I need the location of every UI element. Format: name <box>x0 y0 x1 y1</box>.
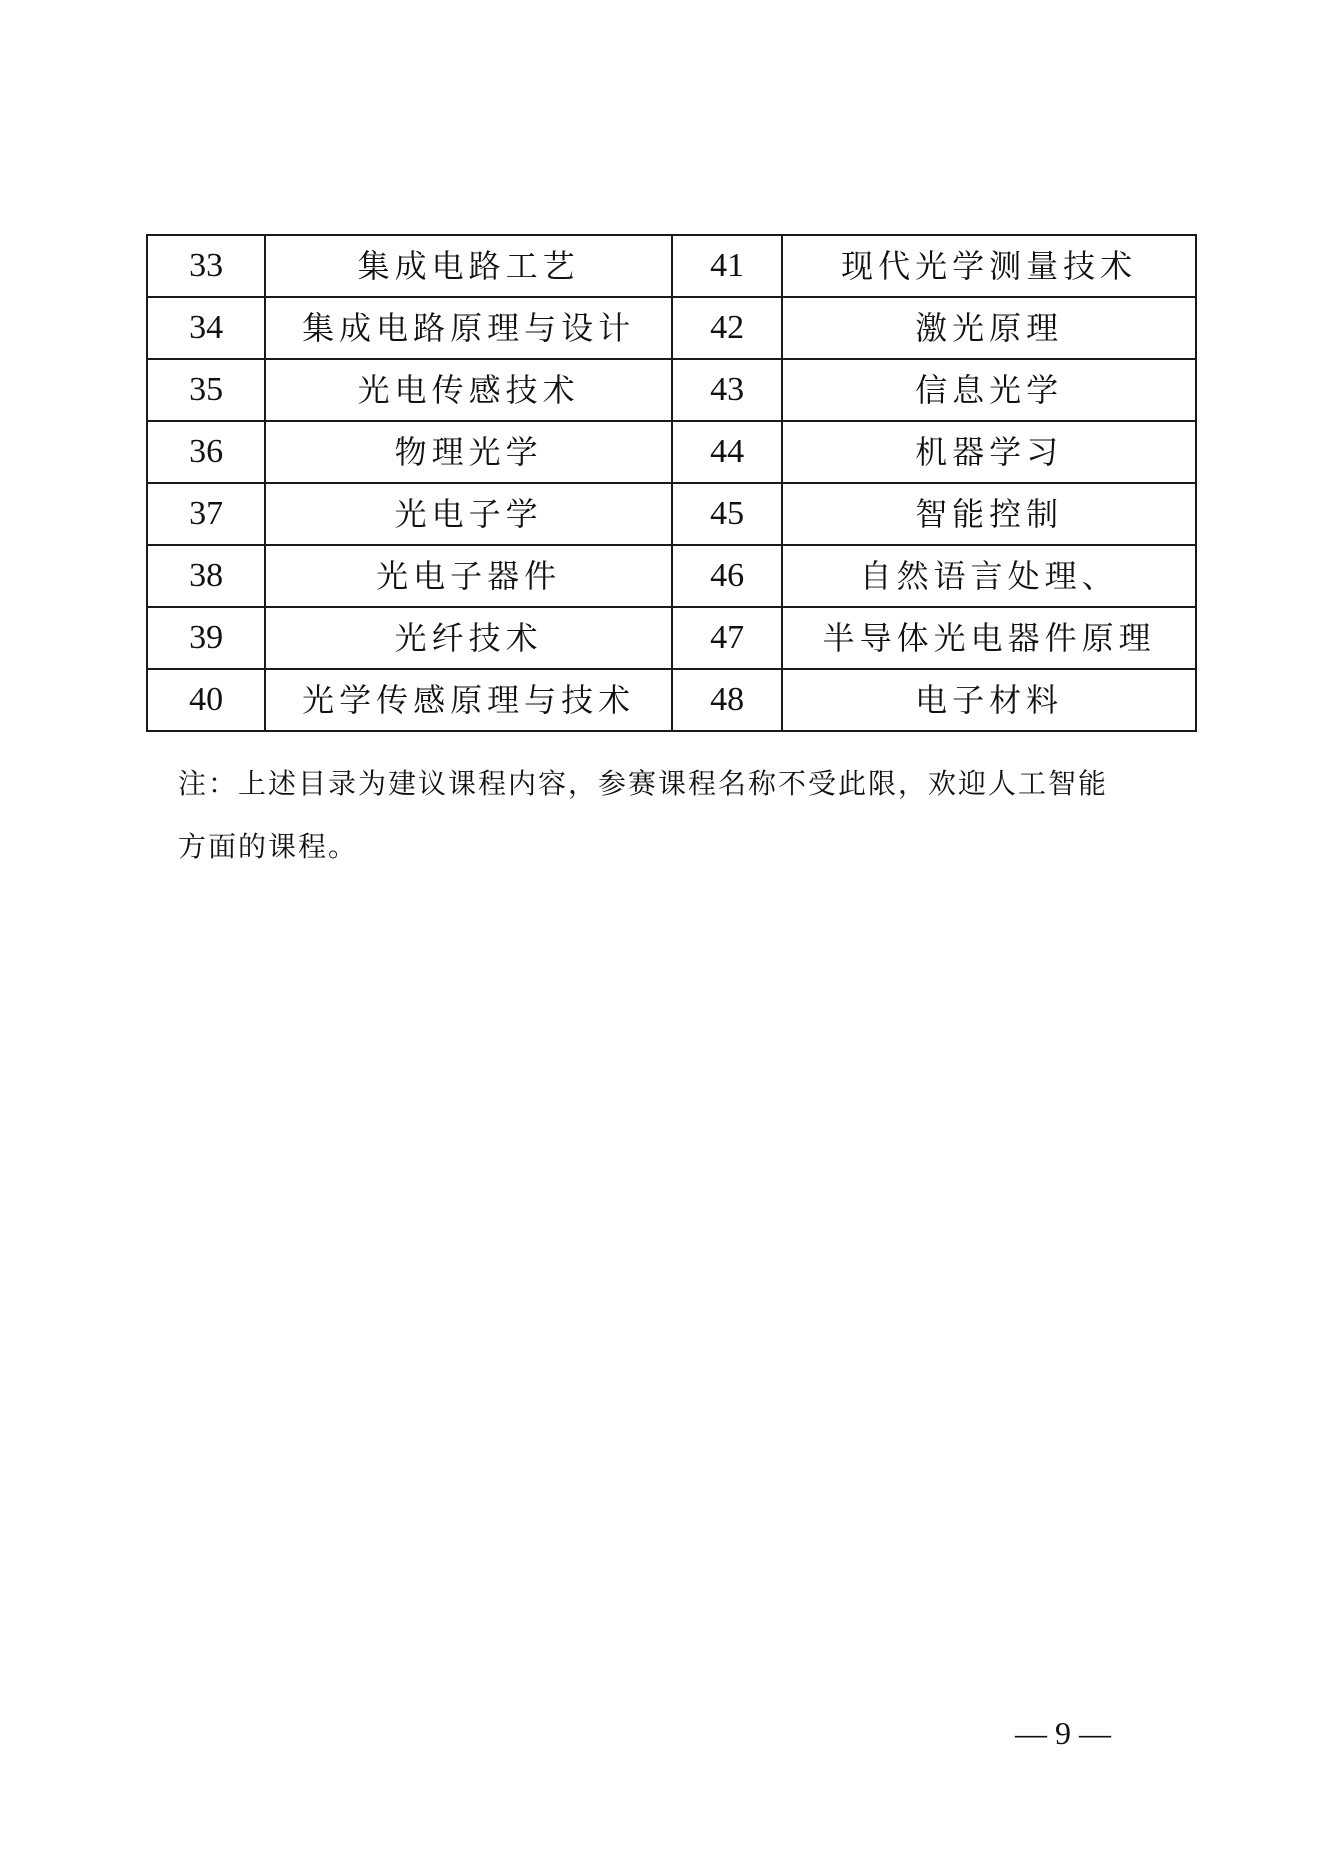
course-number-right: 42 <box>672 297 782 359</box>
course-number-right: 43 <box>672 359 782 421</box>
course-number-right: 48 <box>672 669 782 731</box>
course-name-left: 光纤技术 <box>265 607 672 669</box>
course-number-right: 46 <box>672 545 782 607</box>
table-row <box>147 421 1196 483</box>
table-row <box>147 297 1196 359</box>
table-row <box>147 545 1196 607</box>
course-name-left: 集成电路原理与设计 <box>265 297 672 359</box>
course-name-right: 机器学习 <box>782 421 1196 483</box>
course-name-left: 光电子器件 <box>265 545 672 607</box>
table-row <box>147 235 1196 297</box>
table-row <box>147 669 1196 731</box>
table-note-continuation: 方面的课程。 <box>178 830 359 863</box>
course-name-right: 自然语言处理、 <box>782 545 1196 607</box>
course-number-left: 34 <box>147 297 265 359</box>
course-name-left: 物理光学 <box>265 421 672 483</box>
course-number-left: 36 <box>147 421 265 483</box>
page-number: — 9 — <box>1015 1715 1111 1751</box>
course-number-right: 47 <box>672 607 782 669</box>
table-row <box>147 359 1196 421</box>
course-number-left: 39 <box>147 607 265 669</box>
course-name-right: 半导体光电器件原理 <box>782 607 1196 669</box>
course-number-left: 40 <box>147 669 265 731</box>
course-table <box>146 234 1197 732</box>
course-number-left: 35 <box>147 359 265 421</box>
table-note: 注：上述目录为建议课程内容，参赛课程名称不受此限，欢迎人工智能 <box>178 767 1109 800</box>
course-number-left: 38 <box>147 545 265 607</box>
course-number-right: 41 <box>672 235 782 297</box>
course-name-left: 光学传感原理与技术 <box>265 669 672 731</box>
table-row <box>147 483 1196 545</box>
course-name-right: 现代光学测量技术 <box>782 235 1196 297</box>
course-name-left: 集成电路工艺 <box>265 235 672 297</box>
course-number-right: 44 <box>672 421 782 483</box>
course-name-right: 激光原理 <box>782 297 1196 359</box>
course-number-left: 33 <box>147 235 265 297</box>
table-row <box>147 607 1196 669</box>
course-number-left: 37 <box>147 483 265 545</box>
course-name-right: 智能控制 <box>782 483 1196 545</box>
course-number-right: 45 <box>672 483 782 545</box>
course-name-right: 电子材料 <box>782 669 1196 731</box>
course-name-left: 光电子学 <box>265 483 672 545</box>
course-table-body <box>147 235 1196 731</box>
course-name-right: 信息光学 <box>782 359 1196 421</box>
course-name-left: 光电传感技术 <box>265 359 672 421</box>
